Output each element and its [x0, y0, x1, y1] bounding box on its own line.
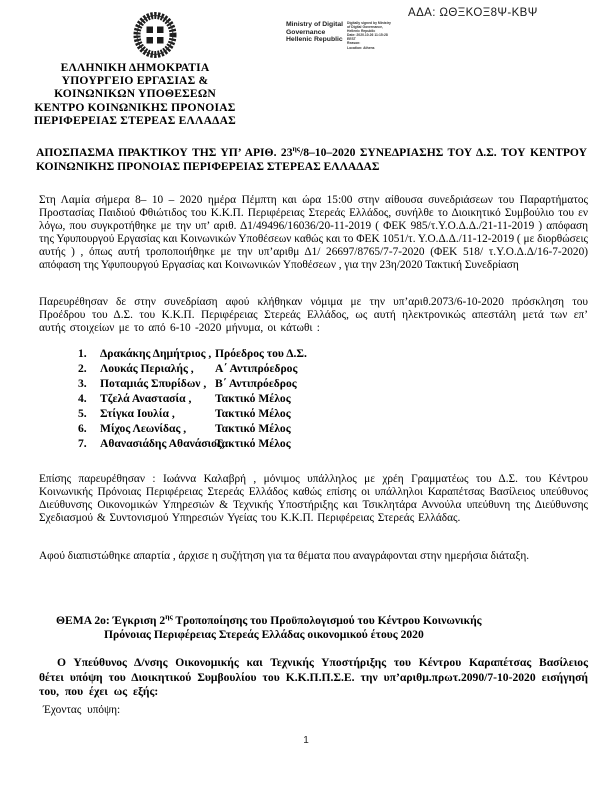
attendees-list [78, 347, 498, 452]
paragraph-convocation: Στη Λαμία σήμερα 8– 10 – 2020 ημέρα Πέμπτη και ώρα 15:00 στην αίθουσα συνεδριάσεων του Παραρτήματος Προστασίας Παιδιού Φθιώτιδος του Κ.Κ.Π. Περιφέρειας Στερεάς Ελλάδος, συνήλθε το Διοικητικό Συμβούλιο του εν λόγω, που συγκροτήθηκε με την υπ’ αριθ. Δ1/49496/16036/20-11-2019 ( ΦΕΚ 985/τ.Υ.Ο.Δ.Δ./21-11-2019 ) απόφαση της Υφυπουργού Εργασίας και Κοινωνικών Υποθέσεων καθώς και το ΦΕΚ 1051/τ. Υ.Ο.Δ.Δ./11-12-2019 ( με διορθώσεις αυτής ) , όπως αυτή τροποποιήθηκε με την υπ’αριθμ Δ1/ 26697/8765/7-7-2020 (ΦΕΚ 518/ τ.Υ.Ο.Δ.Δ/16-7-2020) απόφαση της Υφυπουργού Εργασίας και Κοινωνικών Υποθέσεων , για την 23η/2020 Τακτική Συνεδρίαση [39, 194, 588, 272]
letterhead-line: ΕΛΛΗΝΙΚΗ ΔΗΜΟΚΡΑΤΙΑ [60, 61, 210, 74]
topic-heading-text: ΘΕΜΑ 2ο: Έγκριση 2 [56, 614, 166, 627]
document-title [36, 146, 587, 174]
letterhead [25, 61, 245, 127]
attendee-number: 7. [78, 437, 87, 450]
attendee-name: Στίγκα Ιουλία , [100, 407, 175, 420]
attendee-row [78, 362, 498, 377]
signature-detail-line: Date: 2020.10.26 11:15:28 [347, 33, 388, 38]
attendee-number: 3. [78, 377, 87, 390]
signature-detail-line: Reason: [347, 41, 361, 46]
attendee-row [78, 407, 498, 422]
paragraph-quorum: Αφού διαπιστώθηκε απαρτία , άρχισε η συζήτηση για τα θέματα που αναγράφονται στην ημερήσια διάταξη. [39, 550, 530, 562]
attendee-role: Β΄ Αντιπρόεδρος [215, 377, 297, 390]
title-text: /8–10–2020 ΣΥΝΕΔΡΙΑΣΗΣ ΤΟΥ Δ.Σ. ΤΟΥ ΚΕΝΤΡΟΥ ΚΟΙΝΩΝΙΚΗΣ ΠΡΟΝΟΙΑΣ ΠΕΡΙΦΕΡΕΙΑΣ ΣΤΕΡΕΑΣ ΕΛΛΑΔΑΣ [36, 146, 588, 173]
attendee-name: Αθανασιάδης Αθανάσιος, [100, 437, 225, 450]
signature-detail-line: EEST [347, 37, 356, 42]
page-number: 1 [303, 735, 309, 746]
attendee-row [78, 392, 498, 407]
letterhead-line: ΚΟΙΝΩΝΙΚΩΝ ΥΠΟΘΕΣΕΩΝ [54, 87, 216, 101]
attendee-number: 5. [78, 407, 87, 420]
ministry-stamp-line: Ministry of Digital [286, 21, 344, 28]
attendee-role: Τακτικό Μέλος [215, 422, 291, 435]
attendee-row [78, 437, 498, 452]
topic-heading-line [56, 614, 591, 628]
letterhead-line: ΠΕΡΙΦΕΡΕΙΑΣ ΣΤΕΡΕΑΣ ΕΛΛΑΔΑΣ [34, 113, 236, 127]
attendee-role: Τακτικό Μέλος [215, 437, 291, 450]
topic-heading-line: Πρόνοιας Περιφέρειας Στερεάς Ελλάδας οικονομικού έτους 2020 [104, 627, 424, 641]
topic-heading-text: Τροποποίησης του Προϋπολογισμού του Κέντρου Κοινωνικής [172, 614, 482, 627]
signature-detail-line: Location: Athens [347, 45, 375, 50]
attendee-number: 4. [78, 392, 87, 405]
paragraph-also-present: Επίσης παρευρέθησαν : Ιωάννα Καλαβρή , μόνιμος υπάλληλος με χρέη Γραμματέως του Δ.Σ. του Κέντρου Κοινωνικής Πρόνοιας Περιφέρειας Στερεάς Ελλάδος καθώς επίσης οι υπάλληλοι Καραπέτσας Βασίλειος υπεύθυνος Διεύθυνσης Οικονομικών Υπηρεσιών & Τεχνικής Υποστήριξης και Τσικλητάρα Αννούλα υπεύθυνη της Διεύθυνσης Σχεδιασμού & Συντονισμού Υπηρεσιών Υγείας του Κ.Κ.Π. Περιφέρειας Στερεάς Ελλάδας. [39, 473, 588, 525]
attendee-name: Λουκάς Περιαλής , [100, 362, 194, 375]
topic-intro-paragraph: Ο Υπεύθυνος Δ/νσης Οικονομικής και Τεχνικής Υποστήριξης του Κέντρου Καραπέτσας Βασίλειος θέτει υπόψη του Διοικητικού Συμβουλίου του Κ.Κ.Π.Π.Σ.Ε. την υπ’αριθμ.πρωτ.2090/7-10-2020 εισήγησή του, που έχει ως εξής: [39, 656, 588, 698]
attendee-name: Ποταμιάς Σπυρίδων , [100, 377, 207, 390]
attendee-number: 1. [78, 347, 87, 360]
ministry-stamp-line: Hellenic Republic [286, 36, 343, 44]
having-regard-label: Έχοντας υπόψη: [43, 704, 121, 716]
attendee-row [78, 422, 498, 437]
paragraph-attendance-notice: Παρευρέθησαν δε στην συνεδρίαση αφού κλήθηκαν νόμιμα με την υπ’αριθ.2073/6-10-2020 πρόσκληση του Προέδρου του Δ.Σ. του Κ.Κ.Π. Περιφέρειας Στερεάς Ελλάδος, ως αυτή ηλεκτρονικώς απεστάλη μετά των επ’ αυτής στοιχείων με το από 6-10 -2020 μήνυμα, οι κάτωθι : [39, 296, 588, 335]
digital-signature-details [347, 21, 427, 50]
topic-ordinal-superscript: ης [165, 612, 173, 622]
attendee-row [78, 347, 498, 362]
title-ordinal-superscript: ης [292, 144, 300, 154]
ministry-stamp [286, 21, 344, 44]
signature-detail-line: Digitally signed by Ministry [347, 21, 391, 25]
attendee-name: Δρακάκης Δημήτριος , [100, 347, 212, 360]
signature-detail-line: of Digital Governance, [347, 25, 383, 30]
topic-heading [56, 614, 591, 641]
signature-detail-line: Hellenic Republic [347, 29, 376, 34]
attendee-role: Τακτικό Μέλος [215, 392, 291, 405]
letterhead-line: ΥΠΟΥΡΓΕΙΟ ΕΡΓΑΣΙΑΣ & [61, 74, 209, 88]
greek-coat-of-arms-icon [133, 12, 177, 58]
attendee-number: 6. [78, 422, 87, 435]
attendee-number: 2. [78, 362, 87, 375]
attendee-name: Τζελά Αναστασία , [100, 392, 192, 405]
ada-number: ΑΔΑ: ΩΘΞΚΟΞ8Ψ-ΚΒΨ [408, 7, 538, 19]
title-text: ΑΠΟΣΠΑΣΜΑ ΠΡΑΚΤΙΚΟΥ ΤΗΣ ΥΠ’ ΑΡΙΘ. 23 [36, 146, 293, 159]
attendee-role: Πρόεδρος του Δ.Σ. [215, 347, 307, 360]
letterhead-line: ΚΕΝΤΡΟ ΚΟΙΝΩΝΙΚΗΣ ΠΡΟΝΟΙΑΣ [34, 100, 236, 114]
attendee-role: Α΄ Αντιπρόεδρος [215, 362, 298, 375]
attendee-role: Τακτικό Μέλος [215, 407, 291, 420]
ministry-stamp-line: Governance [286, 28, 326, 36]
attendee-row [78, 377, 498, 392]
attendee-name: Μίχος Λεωνίδας , [100, 422, 187, 435]
